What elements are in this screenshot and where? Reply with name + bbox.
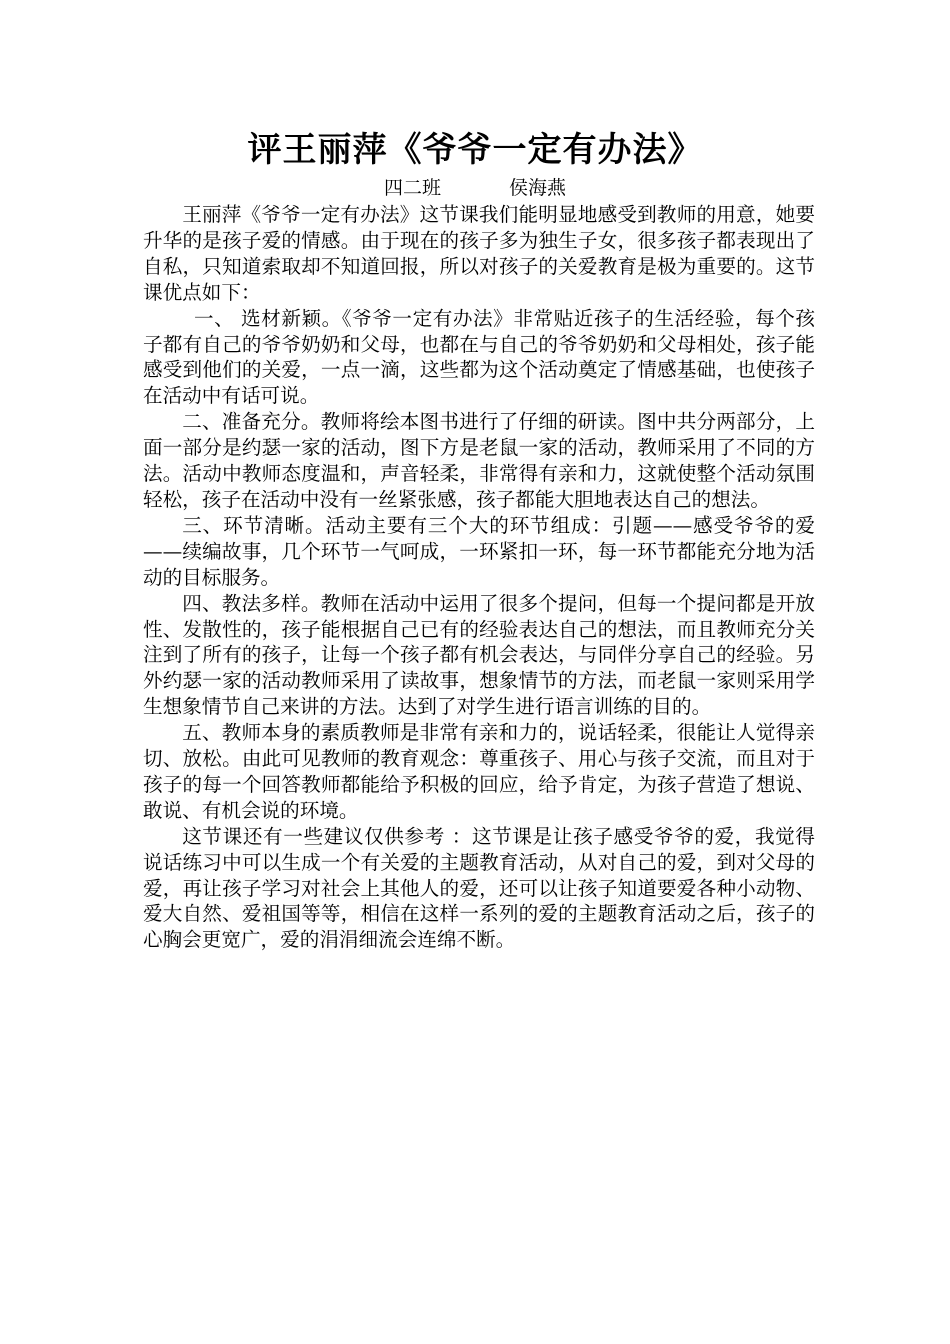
paragraph-intro: 王丽萍《爷爷一定有办法》这节课我们能明显地感受到教师的用意，她要升华的是孩子爱的情感。由于现在的孩子多为独生子女，很多孩子都表现出了自私，只知道索取却不知道回报，所以对孩子的关爱教育是极为重要的。这节课优点如下： [143, 203, 815, 304]
paragraph-point-2: 二、准备充分。教师将绘本图书进行了仔细的研读。图中共分两部分，上面一部分是约瑟一家的活动，图下方是老鼠一家的活动，教师采用了不同的方法。活动中教师态度温和，声音轻柔，非常得有亲和力，这就使整个活动氛围轻松，孩子在活动中没有一丝紧张感，孩子都能大胆地表达自己的想法。 [143, 410, 815, 511]
author-name: 侯海燕 [509, 177, 567, 199]
paragraph-point-1: 一、 选材新颖。《爷爷一定有办法》非常贴近孩子的生活经验，每个孩子都有自己的爷爷奶奶和父母，也都在与自己的爷爷奶奶和父母相处，孩子能感受到他们的关爱，一点一滴，这些都为这个活动奠定了情感基础，也使孩子在活动中有话可说。 [143, 306, 815, 408]
byline [0, 176, 950, 200]
paragraph-point-5: 五、教师本身的素质教师是非常有亲和力的，说话轻柔，很能让人觉得亲切、放松。由此可见教师的教育观念：尊重孩子、用心与孩子交流，而且对于孩子的每一个回答教师都能给予积极的回应，给予肯定，为孩子营造了想说、敢说、有机会说的环境。 [143, 721, 815, 822]
paragraph-point-4: 四、教法多样。教师在活动中运用了很多个提问，但每一个提问都是开放性、发散性的，孩子能根据自己已有的经验表达自己的想法，而且教师充分关注到了所有的孩子，让每一个孩子都有机会表达，与同伴分享自己的经验。另外约瑟一家的活动教师采用了读故事，想象情节的方法，而老鼠一家则采用学生想象情节自己来讲的方法。达到了对学生进行语言训练的目的。 [143, 591, 815, 719]
document-body [143, 202, 815, 953]
document-title: 评王丽萍《爷爷一定有办法》 [247, 130, 703, 170]
paragraph-point-3: 三、环节清晰。活动主要有三个大的环节组成：引题——感受爷爷的爱——续编故事，几个环节一气呵成，一环紧扣一环，每一环节都能充分地为活动的目标服务。 [143, 513, 815, 589]
paragraph-suggestion: 这节课还有一些建议仅供参考 ：这节课是让孩子感受爷爷的爱，我觉得说话练习中可以生成一个有关爱的主题教育活动，从对自己的爱，到对父母的爱，再让孩子学习对社会上其他人的爱，还可以让孩子知道要爱各种小动物、爱大自然、爱祖国等等，相信在这样一系列的爱的主题教育活动之后，孩子的心胸会更宽广，爱的涓涓细流会连绵不断。 [143, 824, 815, 952]
class-name: 四二班 [383, 177, 441, 199]
